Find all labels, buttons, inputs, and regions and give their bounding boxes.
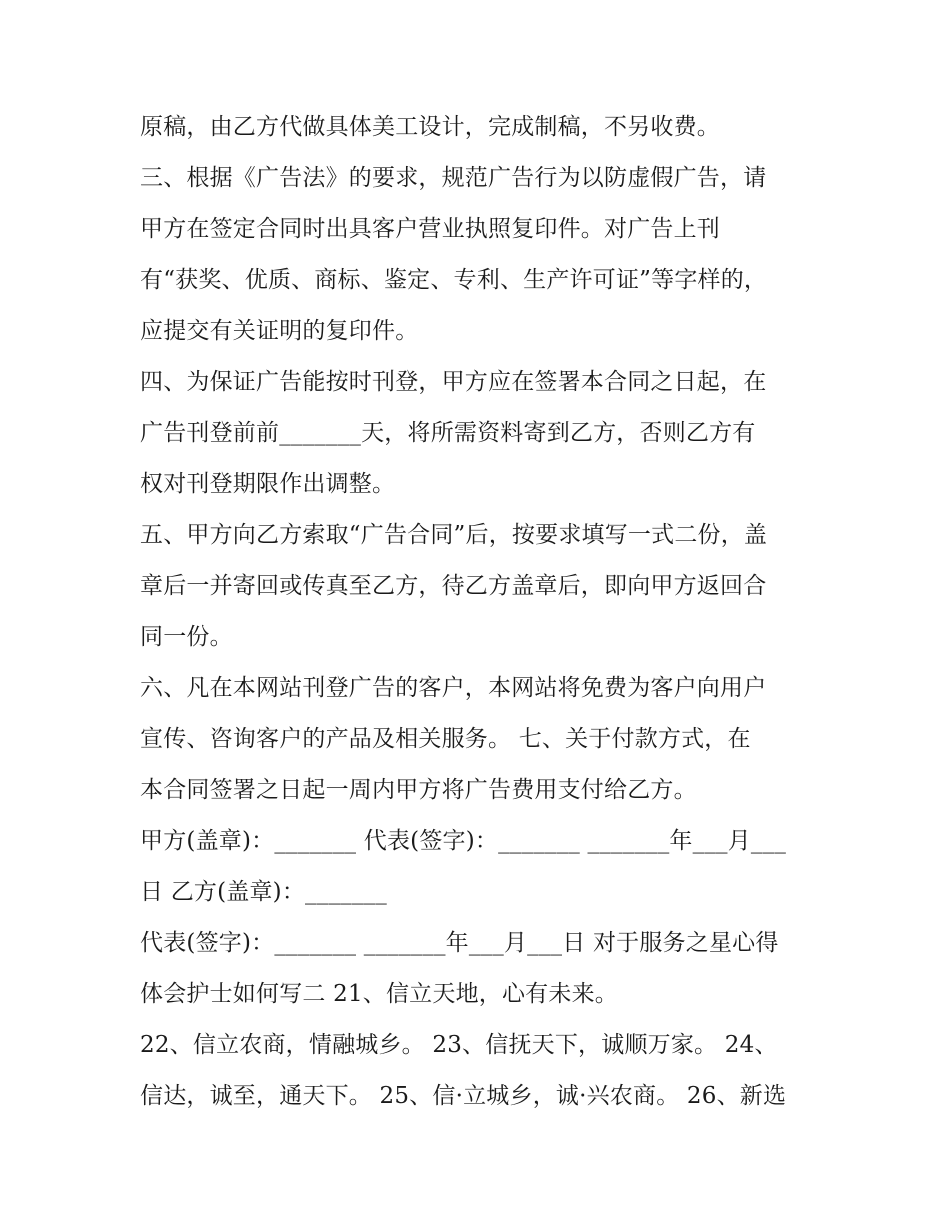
text-line: 信达，诚至，通天下。 25、信·立城乡，诚·兴农商。 26、新选 bbox=[140, 1083, 787, 1109]
text-line: 四、为保证广告能按时刊登，甲方应在签署本合同之日起，在 bbox=[140, 369, 767, 395]
text-line: 三、根据《广告法》的要求，规范广告行为以防虚假广告，请 bbox=[140, 165, 767, 191]
signature-line: 甲方(盖章)：_______ 代表(签字)：_______ _______年___月___ bbox=[140, 828, 787, 854]
text-line: 应提交有关证明的复印件。 bbox=[140, 318, 419, 344]
text-line: 五、甲方向乙方索取“广告合同”后，按要求填写一式二份，盖 bbox=[140, 522, 768, 548]
signature-line: 日 乙方(盖章)：_______ bbox=[140, 879, 387, 905]
text-line: 广告刊登前前_______天，将所需资料寄到乙方，否则乙方有 bbox=[140, 420, 756, 446]
signature-line: 代表(签字)：_______ _______年___月___日 对于服务之星心得 bbox=[140, 930, 779, 956]
contract-text-body bbox=[140, 102, 820, 1122]
text-line: 章后一并寄回或传真至乙方，待乙方盖章后，即向甲方返回合 bbox=[140, 573, 767, 599]
text-line: 有“获奖、优质、商标、鉴定、专利、生产许可证”等字样的， bbox=[140, 267, 768, 293]
text-line: 权对刊登期限作出调整。 bbox=[140, 471, 396, 497]
text-line: 甲方在签定合同时出具客户营业执照复印件。对广告上刊 bbox=[140, 216, 720, 242]
text-line: 22、信立农商，情融城乡。 23、信抚天下，诚顺万家。 24、 bbox=[140, 1032, 778, 1058]
text-line: 体会护士如何写二 21、信立天地，心有未来。 bbox=[140, 981, 618, 1007]
text-line: 同一份。 bbox=[140, 624, 233, 650]
text-line: 本合同签署之日起一周内甲方将广告费用支付给乙方。 bbox=[140, 777, 697, 803]
text-line: 原稿，由乙方代做具体美工设计，完成制稿，不另收费。 bbox=[140, 114, 720, 140]
text-line: 宣传、咨询客户的产品及相关服务。 七、关于付款方式，在 bbox=[140, 726, 751, 752]
text-line: 六、凡在本网站刊登广告的客户，本网站将免费为客户向用户 bbox=[140, 675, 767, 701]
